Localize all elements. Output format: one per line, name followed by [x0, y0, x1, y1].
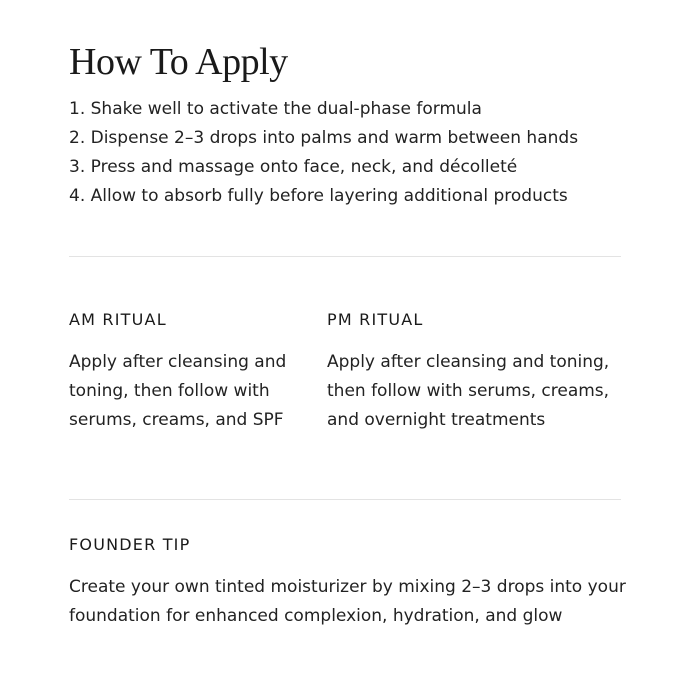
am-ritual-text: Apply after cleansing and toning, then follow with serums, creams, and SPF	[69, 352, 287, 430]
pm-ritual-heading: PM RITUAL	[327, 310, 424, 329]
am-ritual-heading: AM RITUAL	[69, 310, 167, 329]
page-title: How To Apply	[69, 41, 288, 83]
section-divider	[69, 499, 621, 500]
step-item: 1. Shake well to activate the dual-phase formula	[69, 99, 482, 119]
founder-tip-text: Create your own tinted moisturizer by mixing 2–3 drops into your foundation for enhanced complexion, hydration, and glow	[69, 577, 626, 626]
step-item: 2. Dispense 2–3 drops into palms and warm between hands	[69, 128, 579, 148]
application-steps-list	[69, 95, 578, 211]
step-item: 3. Press and massage onto face, neck, and décolleté	[69, 157, 518, 177]
pm-ritual-text: Apply after cleansing and toning, then follow with serums, creams, and overnight treatments	[327, 352, 610, 430]
step-item: 4. Allow to absorb fully before layering additional products	[69, 186, 568, 206]
section-divider	[69, 256, 621, 257]
founder-tip-heading: FOUNDER TIP	[69, 535, 191, 554]
